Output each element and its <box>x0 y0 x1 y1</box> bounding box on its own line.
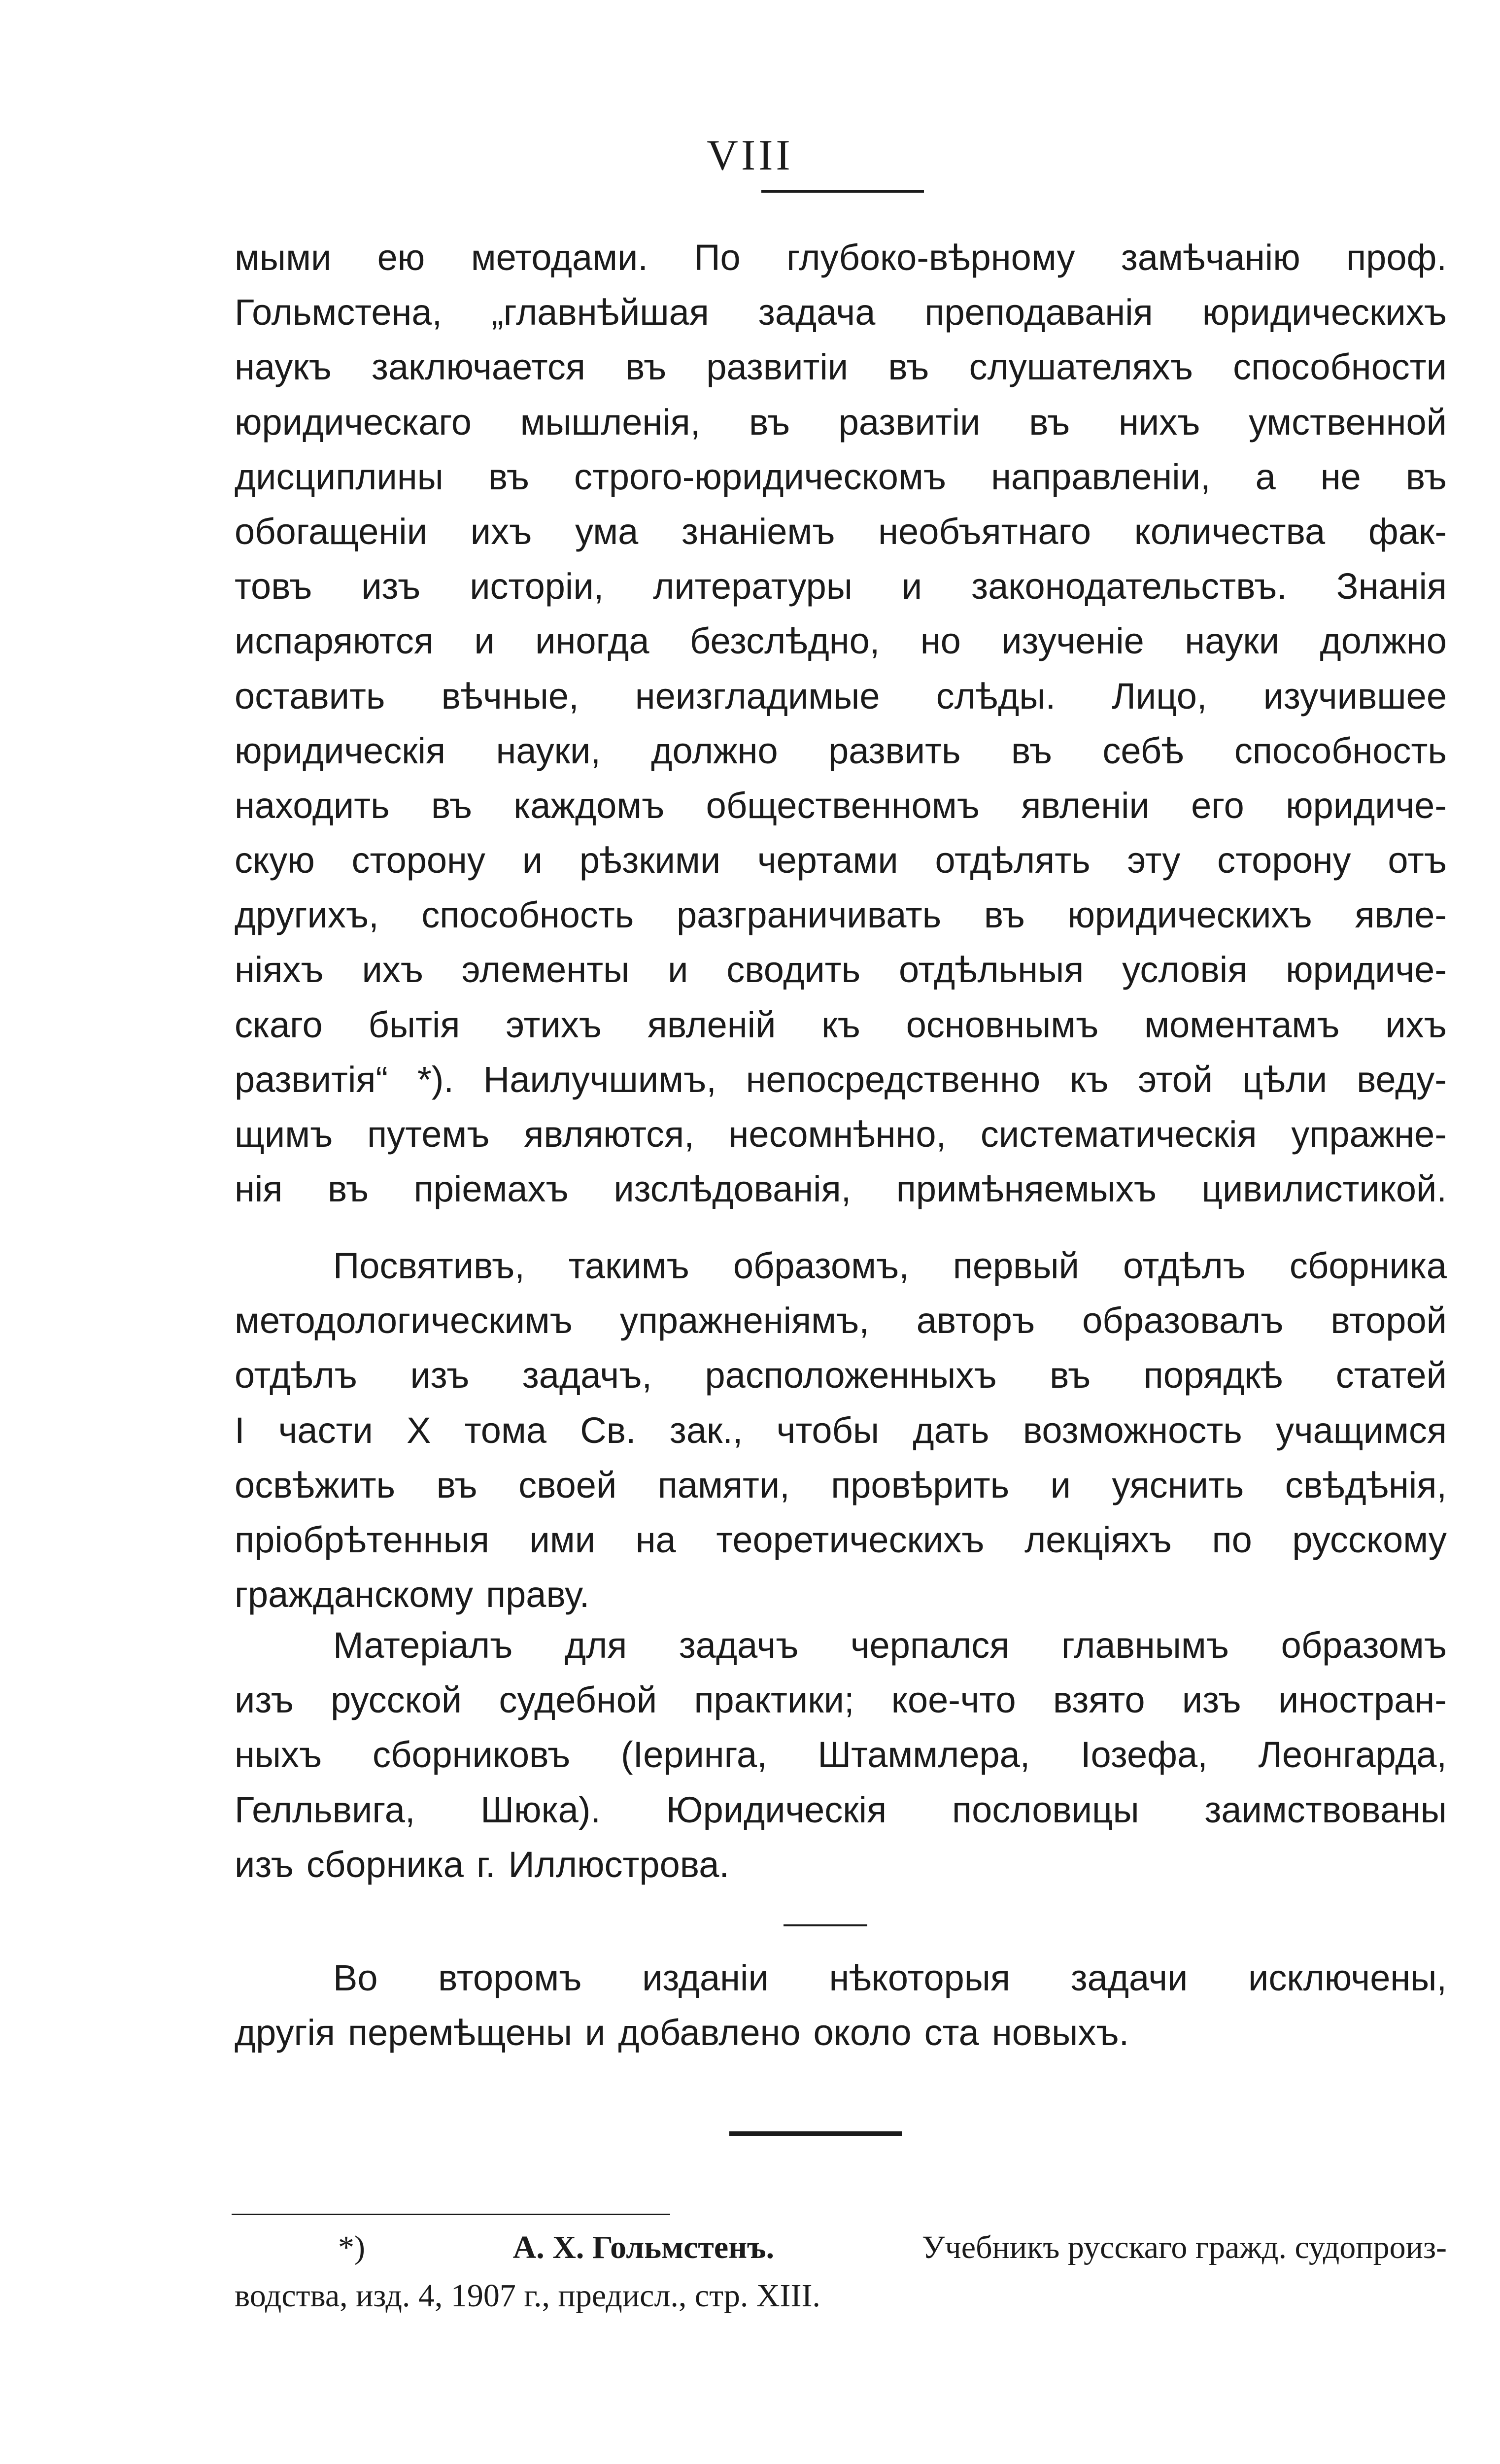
text-line: пріобрѣтенныя ими на теоретическихъ лекціяхъ по русскому <box>235 1519 1447 1560</box>
paragraph-2 <box>235 1238 1447 1622</box>
text-line: отдѣлъ изъ задачъ, расположенныхъ въ порядкѣ статей <box>235 1355 1447 1396</box>
text-line: наукъ заключается въ развитіи въ слушателяхъ способности <box>235 346 1447 388</box>
text-line: Матеріалъ для задачъ черпался главнымъ образомъ <box>333 1625 1447 1666</box>
text-line: щимъ путемъ являются, несомнѣнно, систематическія упражне- <box>235 1114 1447 1155</box>
footnote-line-1 <box>235 2224 1447 2272</box>
footnote-author: А. Х. Гольмстенъ. <box>512 2229 775 2265</box>
paragraph-3 <box>235 1618 1447 1892</box>
footnote-marker: *) <box>338 2229 365 2265</box>
section-divider-thick <box>729 2131 902 2136</box>
footnote-text: Учебникъ русскаго гражд. судопроиз- <box>921 2229 1447 2265</box>
text-line: мыми ею методами. По глубоко-вѣрному замѣчанію проф. <box>235 237 1447 278</box>
footnote <box>235 2224 1447 2320</box>
footnote-line-2 <box>235 2272 1447 2320</box>
text-line: находить въ каждомъ общественномъ явленіи его юридиче- <box>235 785 1447 826</box>
text-line: оставить вѣчные, неизгладимые слѣды. Лицо, изучившее <box>235 675 1447 717</box>
text-line: обогащеніи ихъ ума знаніемъ необъятнаго количества фак- <box>235 511 1447 552</box>
text-line: ніяхъ ихъ элементы и сводить отдѣльныя условія юридиче- <box>235 949 1447 991</box>
text-line: гражданскому праву. <box>235 1574 590 1615</box>
text-line: нія въ пріемахъ изслѣдованія, примѣняемыхъ цивилистикой. <box>235 1168 1447 1210</box>
text-line: Гелльвига, Шюка). Юридическія пословицы заимствованы <box>235 1789 1447 1830</box>
text-line: другія перемѣщены и добавлено около ста новыхъ. <box>235 2012 1129 2053</box>
text-line: скую сторону и рѣзкими чертами отдѣлять эту сторону отъ <box>235 840 1447 881</box>
text-line: скаго бытія этихъ явленій къ основнымъ моментамъ ихъ <box>235 1004 1447 1045</box>
text-line: дисциплины въ строго-юридическомъ направленіи, а не въ <box>235 456 1447 497</box>
text-line: изъ русской судебной практики; кое-что взято изъ иностран- <box>235 1679 1447 1721</box>
text-line: товъ изъ исторіи, литературы и законодательствъ. Знанія <box>235 566 1447 607</box>
text-line: развитія“ *). Наилучшимъ, непосредственно къ этой цѣли веду- <box>235 1059 1447 1100</box>
page-number-underline <box>761 190 924 193</box>
text-line: ныхъ сборниковъ (Іеринга, Штаммлера, Іозефа, Леонгарда, <box>235 1734 1447 1776</box>
text-line: другихъ, способность разграничивать въ юридическихъ явле- <box>235 894 1447 936</box>
section-divider-short <box>784 1924 867 1926</box>
paragraph-1 <box>235 230 1447 1216</box>
page-number: VIII <box>707 132 793 179</box>
text-line: юридическаго мышленія, въ развитіи въ нихъ умственной <box>235 401 1447 443</box>
text-line: методологическимъ упражненіямъ, авторъ образовалъ второй <box>235 1300 1447 1341</box>
text-line: юридическія науки, должно развить въ себѣ способность <box>235 730 1447 771</box>
text-line: Гольмстена, „главнѣйшая задача преподаванія юридическихъ <box>235 292 1447 333</box>
paragraph-4 <box>235 1951 1447 2060</box>
text-line: Посвятивъ, такимъ образомъ, первый отдѣлъ сборника <box>333 1245 1447 1286</box>
footnote-separator <box>232 2214 670 2215</box>
text-line: освѣжить въ своей памяти, провѣрить и уяснить свѣдѣнія, <box>235 1464 1447 1506</box>
footnote-text: водства, изд. 4, 1907 г., предисл., стр. XIII. <box>235 2278 820 2314</box>
text-line: Во второмъ изданіи нѣкоторыя задачи исключены, <box>333 1957 1447 1998</box>
text-line: испаряются и иногда безслѣдно, но изученіе науки должно <box>235 620 1447 662</box>
text-line: изъ сборника г. Иллюстрова. <box>235 1844 729 1885</box>
text-line: I части X тома Св. зак., чтобы дать возможность учащимся <box>235 1409 1447 1451</box>
